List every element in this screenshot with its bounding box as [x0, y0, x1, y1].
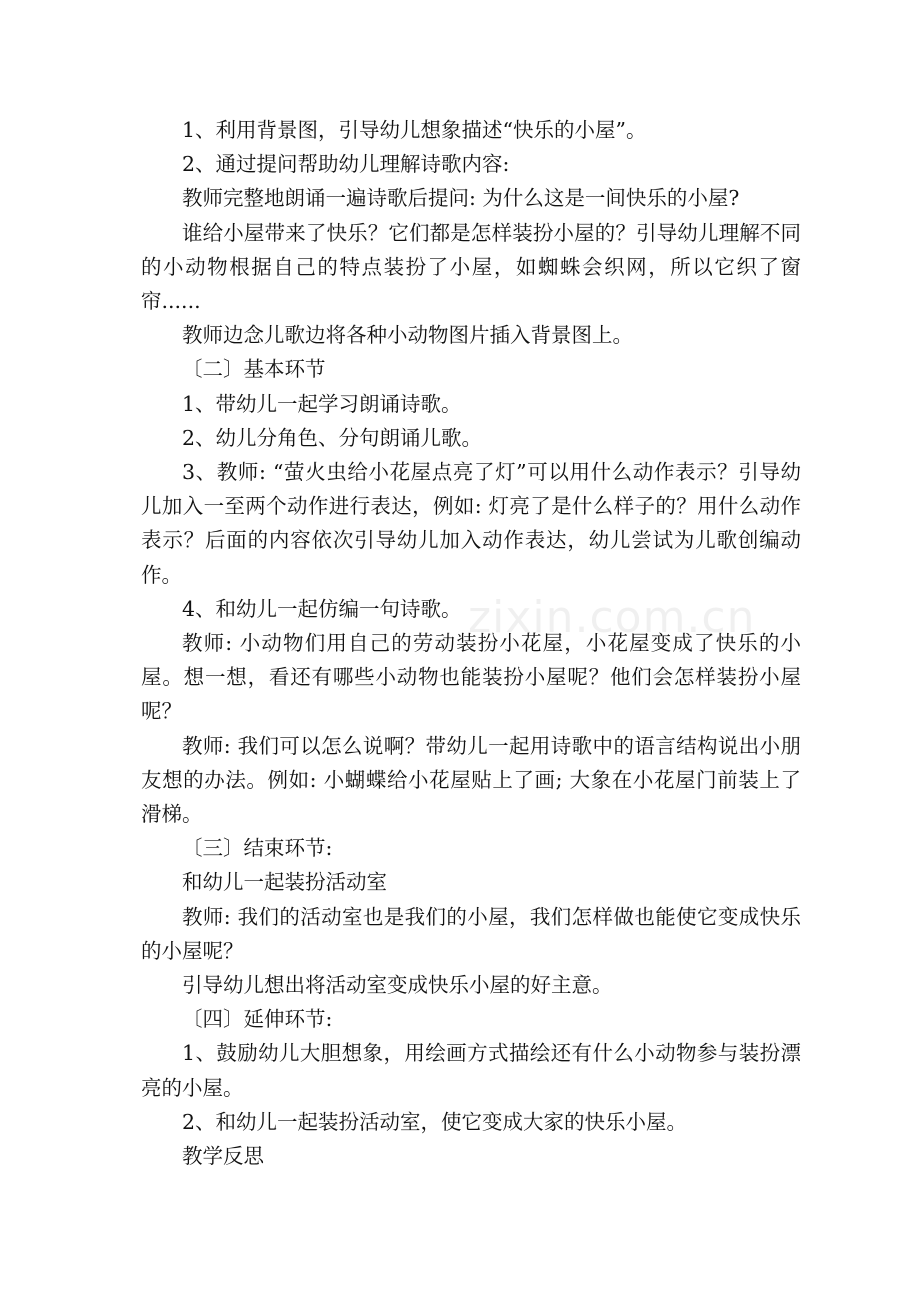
paragraph: 2、和幼儿一起装扮活动室，使它变成大家的快乐小屋。	[182, 1109, 688, 1134]
section-heading: 〔三〕结束环节:	[182, 836, 333, 861]
paragraph: 1、鼓励幼儿大胆想象，用绘画方式描绘还有什么小动物参与装扮漂亮的小屋。	[141, 1041, 801, 1100]
paragraph: 1、带幼儿一起学习朗诵诗歌。	[182, 391, 462, 416]
section-heading: 〔二〕基本环节	[182, 357, 326, 382]
paragraph: 教师: 我们的活动室也是我们的小屋，我们怎样做也能使它变成快乐的小屋呢？	[141, 904, 801, 963]
paragraph: 引导幼儿想出将活动室变成快乐小屋的好主意。	[182, 973, 613, 998]
paragraph: 教师: 我们可以怎么说啊？带幼儿一起用诗歌中的语言结构说出小朋友想的办法。例如: 小蝴蝶给小花屋贴上了画; 大象在小花屋门前装上了滑梯。	[141, 733, 801, 827]
paragraph: 1、利用背景图，引导幼儿想象描述“快乐的小屋”。	[182, 118, 647, 142]
document-body	[141, 113, 801, 1173]
paragraph: 教师边念儿歌边将各种小动物图片插入背景图上。	[182, 323, 633, 348]
watermark: zixin.com.cn	[468, 592, 756, 643]
paragraph: 谁给小屋带来了快乐？它们都是怎样装扮小屋的？引导幼儿理解不同的小动物根据自己的特点装扮了小屋，如蜘蛛会织网，所以它织了窗帘......	[141, 220, 801, 314]
paragraph: 2、通过提问帮助幼儿理解诗歌内容:	[182, 152, 510, 177]
paragraph: 4、和幼儿一起仿编一句诗歌。	[182, 596, 462, 621]
paragraph: 和幼儿一起装扮活动室	[182, 870, 387, 895]
section-heading: 〔四〕延伸环节:	[182, 1007, 333, 1032]
paragraph: 教师完整地朗诵一遍诗歌后提问: 为什么这是一间快乐的小屋?	[182, 186, 740, 211]
section-heading: 教学反思	[182, 1144, 264, 1169]
paragraph: 教师: 小动物们用自己的劳动装扮小花屋，小花屋变成了快乐的小屋。想一想，看还有哪些小动物也能装扮小屋呢？他们会怎样装扮小屋呢？	[141, 631, 801, 724]
paragraph: 3、教师: “萤火虫给小花屋点亮了灯”可以用什么动作表示？引导幼儿加入一至两个动作进行表达，例如: 灯亮了是什么样子的？用什么动作表示？后面的内容依次引导幼儿加入动作表达，幼儿尝试为儿歌创编动作。	[141, 460, 801, 587]
paragraph: 2、幼儿分角色、分句朗诵儿歌。	[182, 425, 483, 450]
